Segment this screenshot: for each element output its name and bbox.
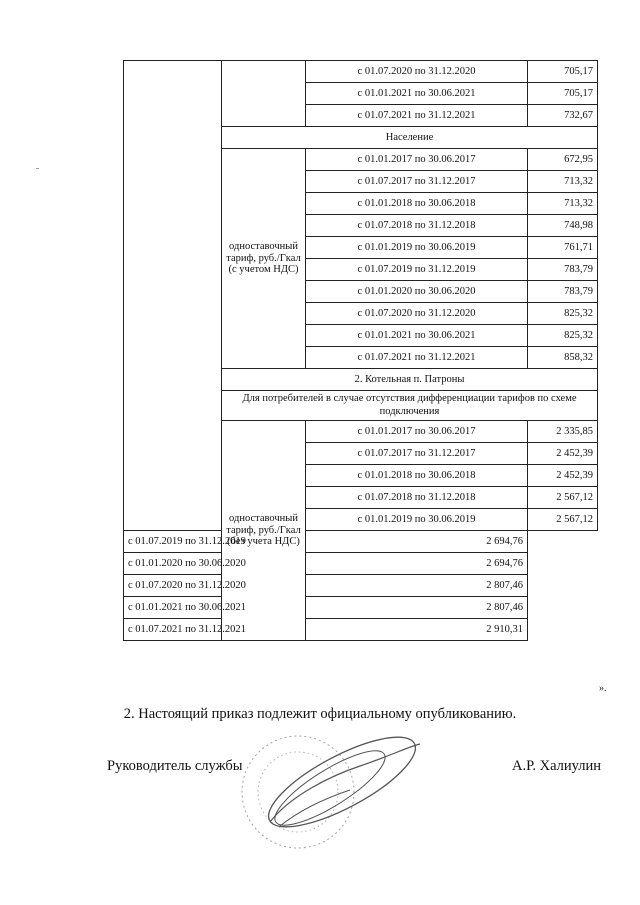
period-cell: с 01.07.2020 по 31.12.2020 xyxy=(124,575,222,597)
population-section-header: Население xyxy=(222,127,598,149)
tariff-value-cell: 783,79 xyxy=(528,281,598,303)
period-cell: с 01.01.2018 по 30.06.2018 xyxy=(306,465,528,487)
period-cell: с 01.07.2019 по 31.12.2019 xyxy=(124,531,222,553)
tariff-value-cell: 672,95 xyxy=(528,149,598,171)
tariff-value-cell: 783,79 xyxy=(528,259,598,281)
tariff-category-cell: одноставочный тариф, руб./Гкал (с учетом НДС) xyxy=(222,149,306,369)
tariff-value-cell: 713,32 xyxy=(528,171,598,193)
table-row xyxy=(124,553,598,575)
period-cell: с 01.07.2021 по 31.12.2021 xyxy=(306,105,528,127)
boiler-section-header: 2. Котельная п. Патроны xyxy=(222,369,598,391)
tariff-value-cell: 705,17 xyxy=(528,61,598,83)
tariff-table xyxy=(123,60,598,641)
period-cell: с 01.07.2018 по 31.12.2018 xyxy=(306,215,528,237)
period-cell: с 01.07.2020 по 31.12.2020 xyxy=(306,61,528,83)
tariff-value-cell: 2 910,31 xyxy=(306,619,528,641)
period-cell: с 01.07.2021 по 31.12.2021 xyxy=(306,347,528,369)
tariff-value-cell: 2 452,39 xyxy=(528,465,598,487)
period-cell: с 01.01.2021 по 30.06.2021 xyxy=(306,325,528,347)
period-cell: с 01.07.2021 по 31.12.2021 xyxy=(124,619,222,641)
period-cell: с 01.01.2020 по 30.06.2020 xyxy=(124,553,222,575)
tariff-value-cell: 858,32 xyxy=(528,347,598,369)
tariff-value-cell: 2 694,76 xyxy=(306,553,528,575)
tariff-value-cell: 2 335,85 xyxy=(528,421,598,443)
table-row xyxy=(124,61,598,83)
period-cell: с 01.01.2018 по 30.06.2018 xyxy=(306,193,528,215)
left-blank-cell xyxy=(124,61,222,531)
tariff-category-cell: одноставочный тариф, руб./Гкал (без учета НДС) xyxy=(222,421,306,641)
closing-quote: ». xyxy=(599,683,607,694)
period-cell: с 01.01.2021 по 30.06.2021 xyxy=(306,83,528,105)
signature-stamp xyxy=(210,726,430,858)
table-row xyxy=(124,597,598,619)
tariff-value-cell: 2 567,12 xyxy=(528,509,598,531)
period-cell: с 01.01.2017 по 30.06.2017 xyxy=(306,421,528,443)
table-row xyxy=(124,575,598,597)
tariff-value-cell: 713,32 xyxy=(528,193,598,215)
tariff-value-cell: 2 567,12 xyxy=(528,487,598,509)
period-cell: с 01.07.2020 по 31.12.2020 xyxy=(306,303,528,325)
period-cell: с 01.01.2019 по 30.06.2019 xyxy=(306,509,528,531)
period-cell: с 01.07.2018 по 31.12.2018 xyxy=(306,487,528,509)
tariff-value-cell: 2 807,46 xyxy=(306,575,528,597)
signatory-title: Руководитель службы xyxy=(107,758,243,774)
category-blank-cell xyxy=(222,61,306,127)
signatory-name: А.Р. Халиулин xyxy=(512,758,601,774)
period-cell: с 01.01.2021 по 30.06.2021 xyxy=(124,597,222,619)
tariff-value-cell: 825,32 xyxy=(528,303,598,325)
period-cell: с 01.07.2017 по 31.12.2017 xyxy=(306,443,528,465)
tariff-value-cell: 825,32 xyxy=(528,325,598,347)
tariff-value-cell: 748,98 xyxy=(528,215,598,237)
tariff-value-cell: 705,17 xyxy=(528,83,598,105)
tariff-value-cell: 761,71 xyxy=(528,237,598,259)
period-cell: с 01.07.2017 по 31.12.2017 xyxy=(306,171,528,193)
no-differentiation-header: Для потребителей в случае отсутствия дифференциации тарифов по схеме подключения xyxy=(222,391,598,421)
period-cell: с 01.01.2017 по 30.06.2017 xyxy=(306,149,528,171)
tariff-value-cell: 2 807,46 xyxy=(306,597,528,619)
table-row xyxy=(124,619,598,641)
tariff-value-cell: 732,67 xyxy=(528,105,598,127)
publication-clause: 2. Настоящий приказ подлежит официальному опубликованию. xyxy=(123,706,517,722)
period-cell: с 01.01.2019 по 30.06.2019 xyxy=(306,237,528,259)
margin-mark xyxy=(36,168,39,169)
period-cell: с 01.01.2020 по 30.06.2020 xyxy=(306,281,528,303)
table-row xyxy=(124,531,598,553)
period-cell: с 01.07.2019 по 31.12.2019 xyxy=(306,259,528,281)
tariff-value-cell: 2 694,76 xyxy=(306,531,528,553)
tariff-value-cell: 2 452,39 xyxy=(528,443,598,465)
